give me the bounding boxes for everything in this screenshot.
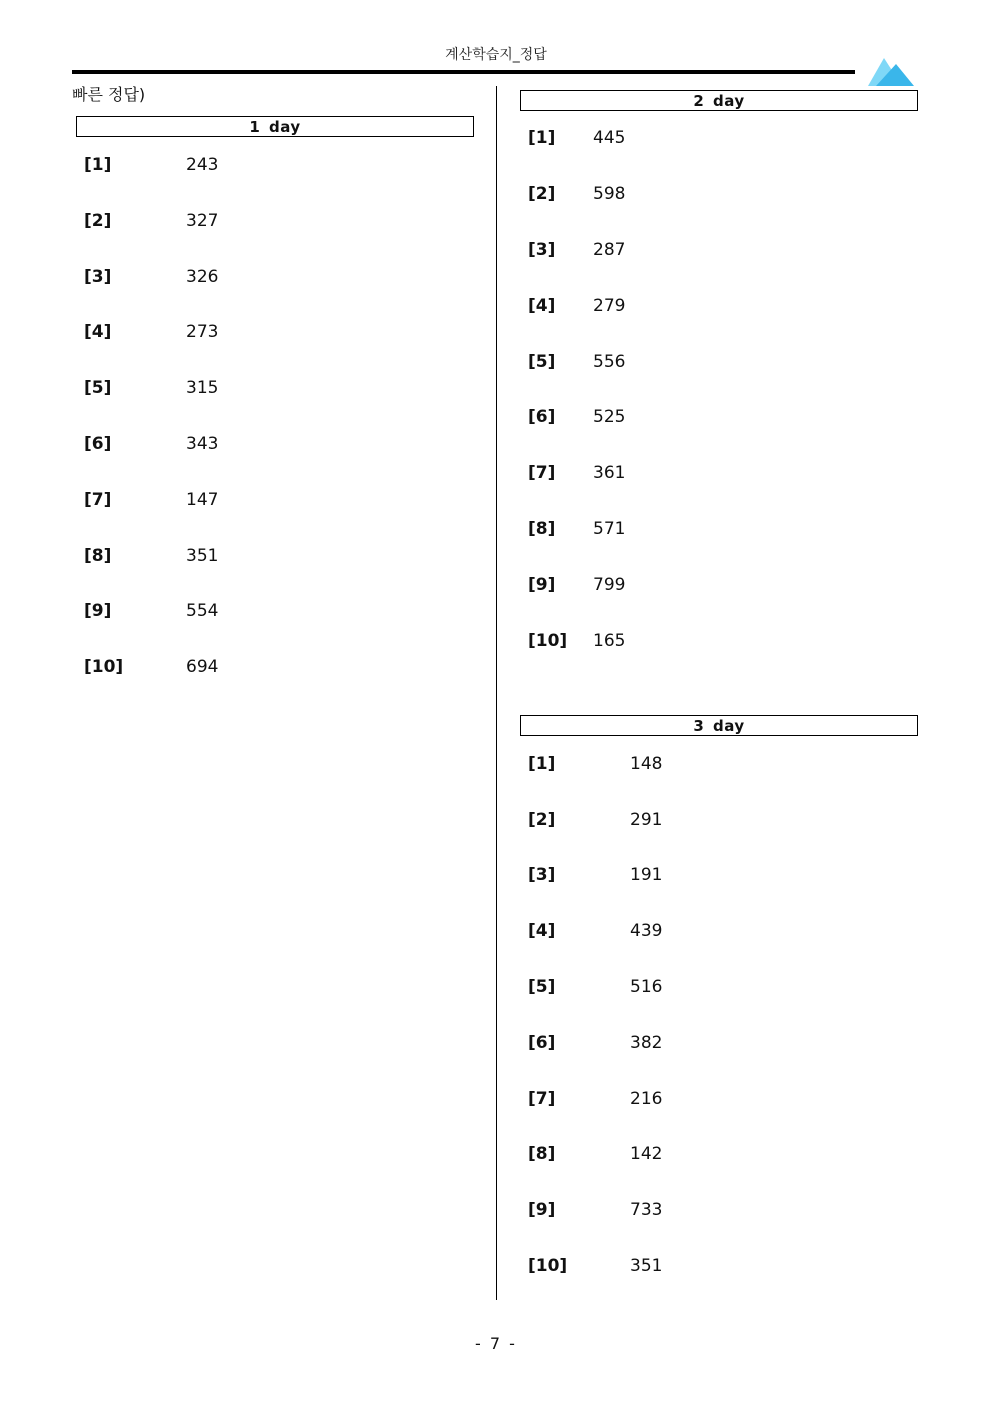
question-number: [7] — [528, 1089, 556, 1109]
answer-value: 556 — [593, 352, 626, 372]
question-number: [3] — [528, 240, 556, 260]
quick-answers-heading: 빠른 정답) — [72, 85, 146, 104]
question-number: [3] — [528, 865, 556, 885]
answer-value: 598 — [593, 184, 626, 204]
question-number: [5] — [528, 352, 556, 372]
section-3-day-header: 3 day — [520, 715, 918, 736]
page-number: - 7 - — [475, 1334, 517, 1353]
answer-value: 351 — [186, 546, 219, 566]
question-number: [4] — [528, 921, 556, 941]
answer-value: 291 — [630, 810, 663, 830]
answer-value: 243 — [186, 155, 219, 175]
question-number: [3] — [84, 267, 112, 287]
answer-value: 165 — [593, 631, 626, 651]
answer-value: 525 — [593, 407, 626, 427]
section-2-day-header: 2 day — [520, 90, 918, 111]
question-number: [2] — [84, 211, 112, 231]
answer-value: 142 — [630, 1144, 663, 1164]
question-number: [1] — [84, 155, 112, 175]
question-number: [4] — [84, 322, 112, 342]
answer-value: 351 — [630, 1256, 663, 1276]
question-number: [4] — [528, 296, 556, 316]
question-number: [1] — [528, 128, 556, 148]
question-number: [8] — [528, 1144, 556, 1164]
answer-value: 279 — [593, 296, 626, 316]
question-number: [2] — [528, 810, 556, 830]
question-number: [7] — [84, 490, 112, 510]
answer-value: 694 — [186, 657, 219, 677]
column-divider — [496, 86, 497, 1300]
answer-value: 147 — [186, 490, 219, 510]
answer-value: 445 — [593, 128, 626, 148]
answer-value: 799 — [593, 575, 626, 595]
answer-value: 733 — [630, 1200, 663, 1220]
answer-value: 571 — [593, 519, 626, 539]
answer-value: 382 — [630, 1033, 663, 1053]
question-number: [8] — [84, 546, 112, 566]
question-number: [5] — [528, 977, 556, 997]
answer-value: 327 — [186, 211, 219, 231]
question-number: [6] — [84, 434, 112, 454]
answer-value: 343 — [186, 434, 219, 454]
mountain-logo-icon — [862, 56, 914, 86]
question-number: [9] — [528, 575, 556, 595]
answer-value: 516 — [630, 977, 663, 997]
question-number: [7] — [528, 463, 556, 483]
answer-value: 315 — [186, 378, 219, 398]
answer-value: 148 — [630, 754, 663, 774]
answer-value: 216 — [630, 1089, 663, 1109]
header-rule — [72, 70, 855, 74]
answer-value: 287 — [593, 240, 626, 260]
question-number: [5] — [84, 378, 112, 398]
question-number: [9] — [84, 601, 112, 621]
answer-value: 361 — [593, 463, 626, 483]
question-number: [8] — [528, 519, 556, 539]
question-number: [2] — [528, 184, 556, 204]
section-1-day-header: 1 day — [76, 116, 474, 137]
answer-value: 326 — [186, 267, 219, 287]
question-number: [6] — [528, 1033, 556, 1053]
page-header-title: 계산학습지_정답 — [445, 47, 547, 63]
answer-value: 273 — [186, 322, 219, 342]
question-number: [6] — [528, 407, 556, 427]
answer-value: 554 — [186, 601, 219, 621]
question-number: [10] — [528, 631, 568, 651]
answer-value: 191 — [630, 865, 663, 885]
answer-value: 439 — [630, 921, 663, 941]
question-number: [10] — [528, 1256, 568, 1276]
question-number: [1] — [528, 754, 556, 774]
question-number: [9] — [528, 1200, 556, 1220]
question-number: [10] — [84, 657, 124, 677]
